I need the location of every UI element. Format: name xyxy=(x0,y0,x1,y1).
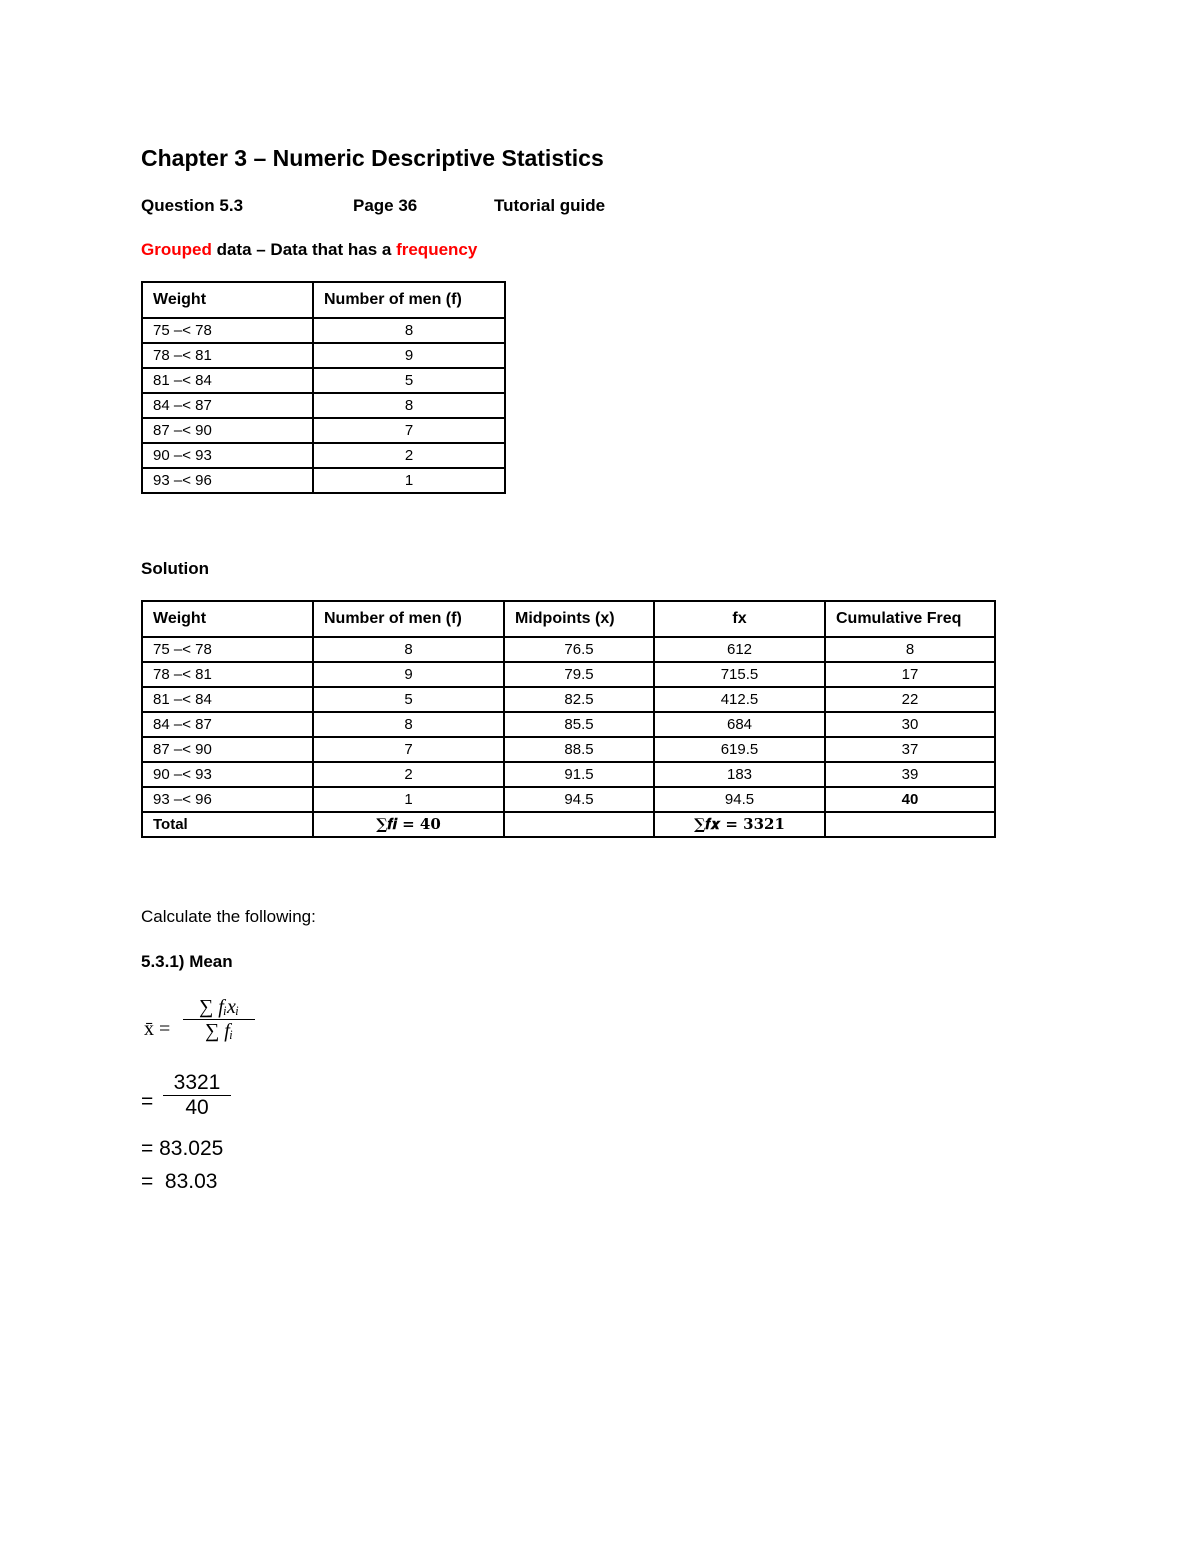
frequency-cell: 2 xyxy=(313,443,505,468)
frequency-cell: 9 xyxy=(313,343,505,368)
cumulative-cell: 37 xyxy=(825,737,995,762)
cumulative-cell: 8 xyxy=(825,637,995,662)
frequency-cell: 1 xyxy=(313,787,504,812)
weight-cell: 93 –< 96 xyxy=(142,787,313,812)
formula-numerator: ∑ fᵢxᵢ xyxy=(198,996,240,1018)
fx-cell: 612 xyxy=(654,637,825,662)
midpoint-cell: 91.5 xyxy=(504,762,654,787)
solution-label: Solution xyxy=(141,559,209,578)
cumulative-cell: 39 xyxy=(825,762,995,787)
table-row xyxy=(142,343,505,368)
weight-cell: 87 –< 90 xyxy=(142,418,313,443)
page-title: Chapter 3 – Numeric Descriptive Statistics xyxy=(141,145,604,171)
table-row xyxy=(142,787,995,812)
table-row xyxy=(142,662,995,687)
mean-formula-fraction xyxy=(183,996,255,1043)
midpoint-cell: 85.5 xyxy=(504,712,654,737)
header-fx: fx xyxy=(654,601,825,637)
fx-cell: 684 xyxy=(654,712,825,737)
solution-table xyxy=(141,600,996,838)
header-midpoints: Midpoints (x) xyxy=(504,601,654,637)
midpoint-cell: 76.5 xyxy=(504,637,654,662)
table-row xyxy=(142,762,995,787)
definition-text: data – Data that has a xyxy=(211,240,397,259)
step1-equals: = xyxy=(141,1090,154,1113)
total-cumulative-cell xyxy=(825,812,995,837)
midpoint-cell: 94.5 xyxy=(504,787,654,812)
grouped-definition xyxy=(141,240,477,260)
table-row xyxy=(142,318,505,343)
header-cumulative-freq: Cumulative Freq xyxy=(825,601,995,637)
table-row xyxy=(142,443,505,468)
table-row xyxy=(142,418,505,443)
weight-cell: 93 –< 96 xyxy=(142,468,313,493)
cumulative-cell: 17 xyxy=(825,662,995,687)
page-label: Page 36 xyxy=(353,196,418,215)
weight-cell: 87 –< 90 xyxy=(142,737,313,762)
weight-cell: 84 –< 87 xyxy=(142,393,313,418)
frequency-cell: 7 xyxy=(313,737,504,762)
midpoint-cell: 79.5 xyxy=(504,662,654,687)
weight-cell: 81 –< 84 xyxy=(142,687,313,712)
table-header-row xyxy=(142,601,995,637)
frequency-cell: 1 xyxy=(313,468,505,493)
mean-heading: 5.3.1) Mean xyxy=(141,952,233,971)
weight-cell: 78 –< 81 xyxy=(142,343,313,368)
header-number-of-men: Number of men (f) xyxy=(313,282,505,318)
grouped-word: Grouped xyxy=(141,240,212,259)
frequency-cell: 5 xyxy=(313,687,504,712)
table-row xyxy=(142,637,995,662)
step1-numerator: 3321 xyxy=(173,1071,221,1094)
frequency-cell: 8 xyxy=(313,393,505,418)
fx-cell: 412.5 xyxy=(654,687,825,712)
frequency-cell: 8 xyxy=(313,318,505,343)
sum-f-cell: ∑𝒇𝒊 = 40 xyxy=(313,812,504,837)
total-row xyxy=(142,812,995,837)
weight-cell: 78 –< 81 xyxy=(142,662,313,687)
table-header-row xyxy=(142,282,505,318)
weight-cell: 84 –< 87 xyxy=(142,712,313,737)
table-row xyxy=(142,468,505,493)
table-row xyxy=(142,737,995,762)
frequency-cell: 5 xyxy=(313,368,505,393)
weight-cell: 75 –< 78 xyxy=(142,318,313,343)
midpoint-cell: 82.5 xyxy=(504,687,654,712)
mean-symbol: x̄ = xyxy=(144,1018,171,1040)
table-row xyxy=(142,368,505,393)
total-label: Total xyxy=(142,812,313,837)
header-weight: Weight xyxy=(142,601,313,637)
cumulative-cell: 30 xyxy=(825,712,995,737)
cumulative-cell: 40 xyxy=(825,787,995,812)
formula-denominator: ∑ fᵢ xyxy=(205,1020,233,1042)
sum-fx-cell: ∑𝒇𝒙 = 3321 xyxy=(654,812,825,837)
calculate-label: Calculate the following: xyxy=(141,907,316,926)
step3-rounded-result: = 83.03 xyxy=(141,1170,218,1193)
table-row xyxy=(142,687,995,712)
fx-cell: 619.5 xyxy=(654,737,825,762)
frequency-cell: 9 xyxy=(313,662,504,687)
fx-cell: 183 xyxy=(654,762,825,787)
question-label: Question 5.3 xyxy=(141,196,244,215)
frequency-word: frequency xyxy=(396,240,478,259)
frequency-cell: 8 xyxy=(313,637,504,662)
step2-result: = 83.025 xyxy=(141,1137,224,1160)
frequency-cell: 8 xyxy=(313,712,504,737)
total-midpoint-cell xyxy=(504,812,654,837)
table-row xyxy=(142,712,995,737)
midpoint-cell: 88.5 xyxy=(504,737,654,762)
weight-cell: 90 –< 93 xyxy=(142,443,313,468)
header-number-of-men: Number of men (f) xyxy=(313,601,504,637)
cumulative-cell: 22 xyxy=(825,687,995,712)
frequency-table xyxy=(141,281,506,494)
step1-fraction xyxy=(163,1071,231,1120)
step1-denominator: 40 xyxy=(185,1096,209,1119)
guide-label: Tutorial guide xyxy=(494,196,606,215)
weight-cell: 90 –< 93 xyxy=(142,762,313,787)
fx-cell: 715.5 xyxy=(654,662,825,687)
weight-cell: 81 –< 84 xyxy=(142,368,313,393)
frequency-cell: 7 xyxy=(313,418,505,443)
table-row xyxy=(142,393,505,418)
weight-cell: 75 –< 78 xyxy=(142,637,313,662)
fx-cell: 94.5 xyxy=(654,787,825,812)
frequency-cell: 2 xyxy=(313,762,504,787)
header-weight: Weight xyxy=(142,282,313,318)
